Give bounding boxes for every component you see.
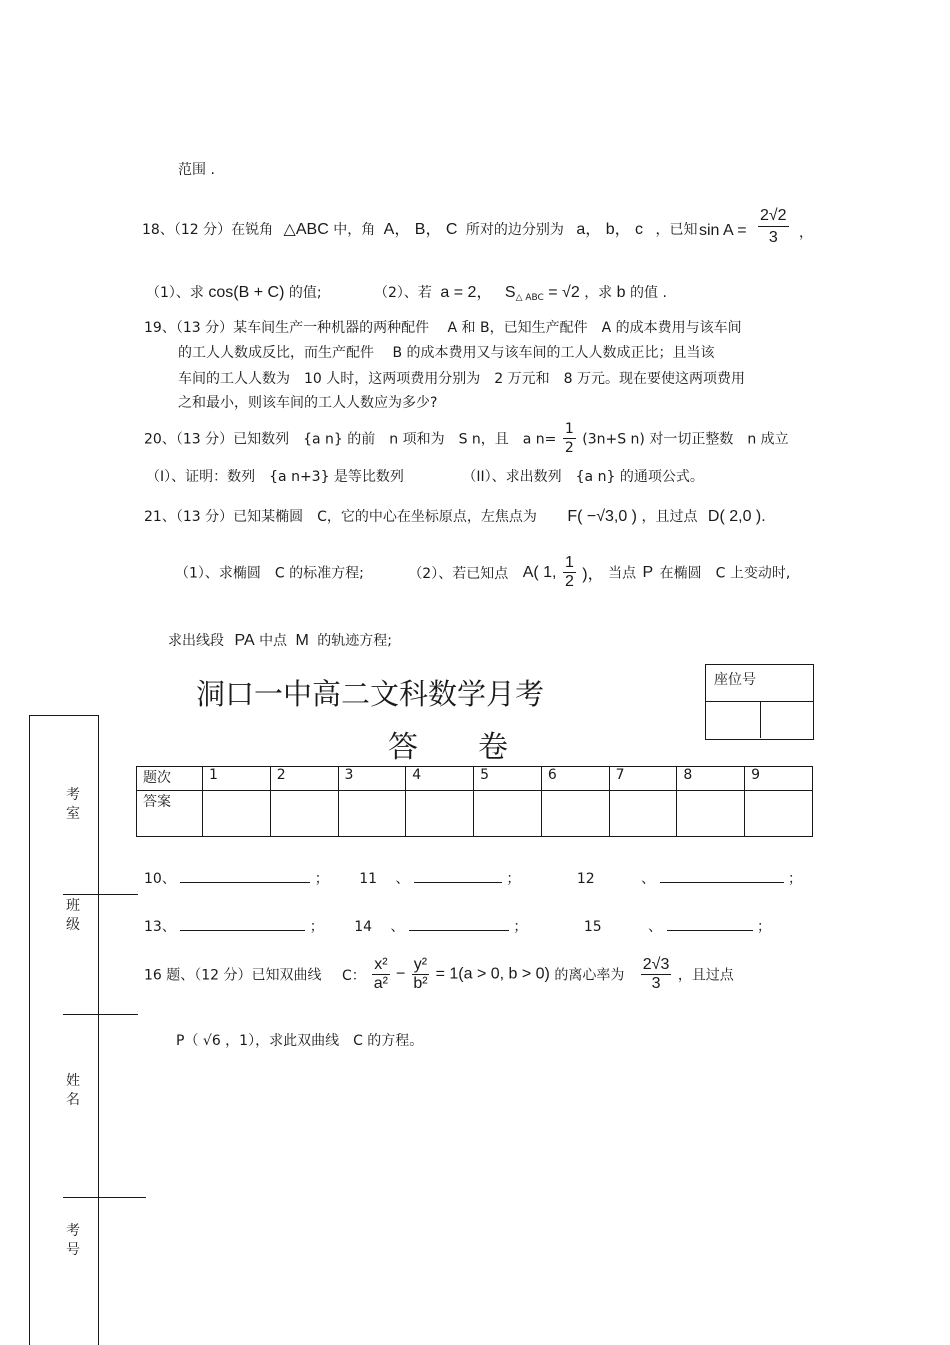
q18-p1b: 的值; [288, 285, 322, 301]
seat-box-divider [705, 701, 813, 702]
question-19-line1: 19、（13 分）某车间生产一种机器的两种配件 A 和 B，已知生产配件 A 的成本费用与该车间 [144, 320, 742, 336]
q18-p2b: ，求 [584, 285, 613, 301]
exam-room-label: 考室 [66, 787, 80, 822]
answer-sheet-title: 答卷 [388, 730, 568, 765]
q21-fraction [563, 554, 576, 591]
q20-fraction [563, 420, 576, 457]
q21-pass: ，且过点 [641, 509, 698, 525]
q16-ecc-den: 3 [651, 975, 661, 992]
question-16-line2: P（ √6 ，1），求此双曲线 C 的方程。 [176, 1033, 424, 1049]
blank-10-field[interactable] [180, 868, 310, 883]
col-2: 2 [270, 767, 338, 791]
q16-x2: x² [374, 956, 388, 973]
q20-frac-num: 1 [564, 421, 574, 437]
question-18-line1 [142, 218, 698, 242]
q18-mid: 中，角 [333, 222, 376, 238]
q18-p2c: b [616, 284, 626, 301]
binding-right-edge [98, 715, 99, 1345]
binding-top-edge [29, 715, 99, 716]
col-8: 8 [677, 767, 745, 791]
blank-13-label: 13、 [144, 919, 176, 935]
q18-sinA: sin A = [699, 222, 747, 239]
q16-y2: y² [413, 956, 428, 973]
answer-cell-5[interactable] [474, 791, 542, 837]
blank-row-1 [144, 868, 802, 889]
seat-number-label: 座位号 [714, 672, 756, 688]
q16-tail: ，且过点 [677, 967, 734, 984]
q18-p2s: S [504, 284, 516, 301]
q18-p2d: 的值 . [630, 285, 667, 301]
blank-11-semi: ； [506, 871, 521, 887]
question-16-line1 [144, 956, 734, 993]
answer-table-header-row [137, 767, 813, 791]
binding-left-edge [29, 715, 30, 1345]
col-5: 5 [474, 767, 542, 791]
blank-15-field[interactable] [667, 916, 753, 931]
q21-l3c: 的轨迹方程; [317, 633, 393, 649]
question-21-line1 [144, 506, 766, 528]
blank-15-semi: ； [756, 919, 771, 935]
q20-tail: (3n+S n) 对一切正整数 n 成立 [582, 431, 789, 448]
q20-frac-den: 2 [564, 440, 574, 456]
question-21-line3 [168, 630, 392, 652]
answer-cell-1[interactable] [203, 791, 271, 837]
question-19-line3: 车间的工人人数为 10 人时，这两项费用分别为 2 万元和 8 万元。现在要使这两项费用 [178, 371, 745, 387]
question-21-line2 [175, 554, 790, 591]
q16-C: C： [341, 967, 366, 984]
class-label: 班级 [66, 898, 80, 933]
answer-cell-8[interactable] [677, 791, 745, 837]
question-20-line1 [144, 420, 789, 457]
blank-11-field[interactable] [414, 868, 502, 883]
q20-lead: 20、（13 分）已知数列 {a n} 的前 n 项和为 S n，且 a n= [144, 431, 557, 448]
q21-M: M [295, 632, 309, 649]
blank-12-field[interactable] [660, 868, 784, 883]
q18-frac-den: 3 [768, 229, 778, 246]
q18-known: ，已知 [655, 222, 698, 238]
q16-frac-x [372, 956, 389, 993]
q21-p1: （1）、求椭圆 C 的标准方程; [175, 565, 364, 582]
q21-point: D( 2,0 ). [707, 508, 766, 525]
blank-10-semi: ； [314, 871, 329, 887]
q21-A: A( 1, [522, 563, 557, 581]
answer-cell-7[interactable] [609, 791, 677, 837]
q16-ecc: 的离心率为 [554, 967, 625, 984]
q16-lead: 16 题、（12 分）已知双曲线 [144, 967, 322, 984]
q18-p1a: （1）、求 [146, 285, 204, 301]
q20-p1: （I）、证明：数列 {a n+3} 是等比数列 [146, 469, 404, 485]
blank-10-label: 10、 [144, 871, 176, 887]
col-1: 1 [203, 767, 271, 791]
fanwei-text: 范围 . [178, 162, 215, 178]
seat-box-split [760, 701, 761, 738]
q21-l3a: 求出线段 [168, 633, 224, 649]
q18-end: ， [799, 225, 813, 241]
answer-cell-4[interactable] [406, 791, 474, 837]
blank-12-label: 12 、 [576, 871, 656, 887]
q18-p1expr: cos(B + C) [208, 284, 285, 301]
q20-p2: （II）、求出数列 {a n} 的通项公式。 [462, 469, 704, 485]
answer-cell-2[interactable] [270, 791, 338, 837]
q16-ecc-num: 2√3 [642, 956, 670, 973]
col-6: 6 [541, 767, 609, 791]
q21-frac-num: 1 [564, 554, 574, 571]
q21-when: 当点 [608, 565, 637, 582]
answer-cell-9[interactable] [745, 791, 813, 837]
blank-15-label: 15 、 [583, 919, 663, 935]
blank-row-2 [144, 916, 771, 937]
q18-lead: 18、（12 分）在锐角 [142, 222, 274, 238]
q18-fraction [758, 206, 789, 249]
answer-cell-3[interactable] [338, 791, 406, 837]
col-9: 9 [745, 767, 813, 791]
q16-minus: − [396, 965, 406, 983]
question-18-line2 [146, 282, 667, 309]
q16-cond: = 1(a > 0, b > 0) [435, 965, 550, 983]
question-19-line4: 之和最小，则该车间的工人人数应为多少? [178, 395, 438, 411]
q21-P: P [642, 563, 654, 581]
name-field [63, 1197, 146, 1198]
q18-angles: A， B， C [383, 221, 458, 238]
row-label-daan: 答案 [137, 791, 203, 837]
blank-12-semi: ； [787, 871, 802, 887]
q16-ecc-frac [641, 956, 672, 993]
q16-a2: a² [373, 975, 388, 992]
q21-Aend: )， [582, 566, 604, 583]
answer-cell-6[interactable] [541, 791, 609, 837]
q18-p2sub: △ ABC [515, 293, 544, 303]
q21-focus: F( −√3,0 ) [567, 508, 637, 525]
exam-title: 洞口一中高二文科数学月考 [196, 677, 545, 711]
q21-on: 在椭圆 C 上变动时, [659, 565, 791, 582]
row-label-tici: 题次 [137, 767, 203, 791]
col-3: 3 [338, 767, 406, 791]
q21-p2: （2）、若已知点 [408, 565, 509, 582]
q18-frac-num: 2√2 [758, 206, 789, 227]
q18-sides: a， b， c [576, 221, 644, 238]
answer-table [136, 766, 813, 837]
col-4: 4 [406, 767, 474, 791]
answer-table-answer-row [137, 791, 813, 837]
name-label: 姓名 [66, 1073, 80, 1108]
q21-l3b: 中点 [259, 633, 288, 649]
blank-13-field[interactable] [180, 916, 305, 931]
blank-14-field[interactable] [409, 916, 509, 931]
q21-lead: 21、（13 分）已知某椭圆 C，它的中心在坐标原点，左焦点为 [144, 509, 537, 525]
blank-14-label: 14 、 [354, 919, 405, 935]
blank-14-semi: ； [513, 919, 528, 935]
exam-number-label: 考号 [66, 1223, 80, 1258]
class-field [63, 1014, 138, 1015]
q21-PA: PA [234, 632, 255, 649]
question-19-line2: 的工人人数成反比，而生产配件 B 的成本费用又与该车间的工人人数成正比；且当该 [178, 345, 715, 361]
col-7: 7 [609, 767, 677, 791]
q18-p2expr: a = 2， [440, 284, 493, 301]
exam-room-field [63, 894, 138, 895]
q16-b2: b² [413, 975, 428, 992]
blank-13-semi: ； [309, 919, 324, 935]
q18-triangle: △ABC [283, 221, 329, 238]
blank-11-label: 11 、 [359, 871, 410, 887]
question-20-line2 [146, 467, 704, 487]
q21-frac-den: 2 [564, 573, 574, 590]
q18-p2eq: = √2 [548, 284, 580, 301]
q18-mid2: 所对的边分别为 [465, 222, 564, 238]
q18-p2a: （2）、若 [374, 285, 432, 301]
q16-frac-y [412, 956, 429, 993]
